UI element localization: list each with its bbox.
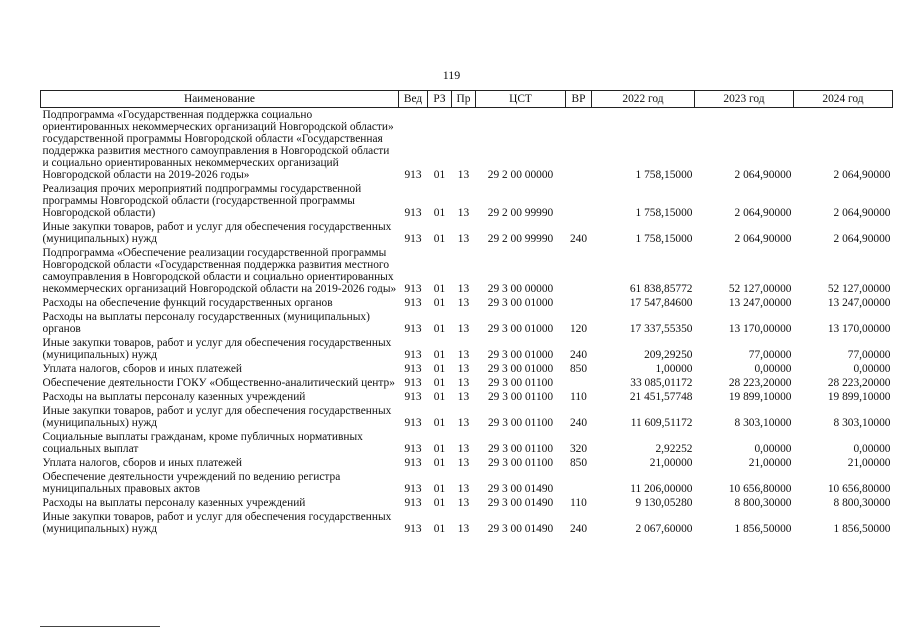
cell-ved: 913 bbox=[404, 483, 422, 495]
table-row bbox=[41, 430, 893, 456]
cell-cst: 29 2 00 99990 bbox=[487, 207, 554, 219]
cell-rz: 01 bbox=[433, 297, 446, 309]
cell-2023: 77,00000 bbox=[748, 349, 792, 361]
table-row bbox=[41, 108, 893, 183]
cell-2023: 19 899,10000 bbox=[728, 391, 792, 403]
table-body bbox=[41, 108, 893, 537]
table-row bbox=[41, 310, 893, 336]
cell-vr: 850 bbox=[569, 457, 588, 469]
cell-ved: 913 bbox=[404, 457, 422, 469]
column-header-2022: 2022 год bbox=[592, 91, 695, 108]
cell-name: Иные закупки товаров, работ и услуг для обеспечения государственных (муниципальных) нужд bbox=[42, 511, 392, 535]
cell-name: Иные закупки товаров, работ и услуг для обеспечения государственных (муниципальных) нужд bbox=[42, 405, 392, 429]
cell-pr: 13 bbox=[457, 497, 470, 509]
cell-ved: 913 bbox=[404, 523, 422, 535]
cell-rz: 01 bbox=[433, 523, 446, 535]
cell-2023: 8 303,10000 bbox=[734, 417, 792, 429]
table-row bbox=[41, 296, 893, 310]
cell-2024: 0,00000 bbox=[853, 363, 891, 375]
cell-name: Обеспечение деятельности ГОКУ «Общественно-аналитический центр» bbox=[42, 377, 395, 389]
cell-2022: 11 206,00000 bbox=[630, 483, 693, 495]
cell-pr: 13 bbox=[457, 349, 470, 361]
footnote-divider bbox=[40, 626, 160, 627]
cell-2024: 13 247,00000 bbox=[827, 297, 891, 309]
cell-cst: 29 3 00 00000 bbox=[487, 283, 554, 295]
cell-pr: 13 bbox=[457, 207, 470, 219]
cell-vr: 850 bbox=[569, 363, 588, 375]
cell-2024: 52 127,00000 bbox=[827, 283, 891, 295]
cell-name: Подпрограмма «Обеспечение реализации государственной программы Новгородской области «Государственная поддержка развития местного самоуправления в Новгородской области и социально ориентированных некоммерческих организаций Новгородской области на 2019-2026 годы» bbox=[42, 247, 397, 295]
cell-2024: 0,00000 bbox=[853, 443, 891, 455]
cell-ved: 913 bbox=[404, 391, 422, 403]
cell-name: Расходы на выплаты персоналу государственных (муниципальных) органов bbox=[42, 311, 370, 335]
cell-2022: 1 758,15000 bbox=[635, 233, 693, 245]
cell-rz: 01 bbox=[433, 443, 446, 455]
cell-2024: 10 656,80000 bbox=[827, 483, 891, 495]
cell-pr: 13 bbox=[457, 233, 470, 245]
cell-pr: 13 bbox=[457, 391, 470, 403]
cell-cst: 29 3 00 01000 bbox=[487, 363, 554, 375]
cell-vr: 110 bbox=[570, 497, 587, 509]
cell-ved: 913 bbox=[404, 377, 422, 389]
budget-table-container bbox=[40, 90, 892, 536]
cell-pr: 13 bbox=[457, 363, 470, 375]
cell-rz: 01 bbox=[433, 283, 446, 295]
table-row bbox=[41, 456, 893, 470]
cell-2023: 1 856,50000 bbox=[734, 523, 792, 535]
cell-pr: 13 bbox=[457, 377, 470, 389]
cell-name: Реализация прочих мероприятий подпрограммы государственной программы Новгородской области (государственной программы Новгородской области) bbox=[42, 183, 362, 219]
cell-vr: 120 bbox=[569, 323, 588, 335]
cell-vr bbox=[566, 182, 592, 220]
column-header-rz: РЗ bbox=[428, 91, 452, 108]
cell-2024: 8 303,10000 bbox=[833, 417, 891, 429]
cell-name: Социальные выплаты гражданам, кроме публичных нормативных социальных выплат bbox=[42, 431, 363, 455]
cell-2024: 1 856,50000 bbox=[833, 523, 891, 535]
cell-rz: 01 bbox=[433, 207, 446, 219]
cell-cst: 29 3 00 01490 bbox=[487, 523, 554, 535]
table-row bbox=[41, 404, 893, 430]
cell-rz: 01 bbox=[433, 169, 446, 181]
cell-2023: 13 247,00000 bbox=[728, 297, 792, 309]
cell-2023: 0,00000 bbox=[754, 443, 792, 455]
column-header-pr: Пр bbox=[452, 91, 476, 108]
cell-cst: 29 3 00 01100 bbox=[487, 457, 554, 469]
column-header-2024: 2024 год bbox=[794, 91, 893, 108]
cell-ved: 913 bbox=[404, 233, 422, 245]
cell-ved: 913 bbox=[404, 283, 422, 295]
cell-rz: 01 bbox=[433, 349, 446, 361]
cell-vr bbox=[566, 108, 592, 183]
cell-pr: 13 bbox=[457, 457, 470, 469]
cell-ved: 913 bbox=[404, 297, 422, 309]
budget-table bbox=[40, 90, 893, 536]
cell-2023: 10 656,80000 bbox=[728, 483, 792, 495]
cell-name: Уплата налогов, сборов и иных платежей bbox=[42, 363, 242, 375]
table-row bbox=[41, 182, 893, 220]
cell-2022: 17 337,55350 bbox=[629, 323, 693, 335]
cell-2022: 21,00000 bbox=[649, 457, 693, 469]
cell-2024: 2 064,90000 bbox=[833, 207, 891, 219]
cell-2022: 9 130,05280 bbox=[635, 497, 693, 509]
cell-2024: 13 170,00000 bbox=[827, 323, 891, 335]
table-header-row bbox=[41, 91, 893, 108]
cell-vr: 240 bbox=[569, 233, 588, 245]
cell-name: Расходы на выплаты персоналу казенных учреждений bbox=[42, 391, 306, 403]
cell-ved: 913 bbox=[404, 169, 422, 181]
table-row bbox=[41, 470, 893, 496]
cell-2022: 1 758,15000 bbox=[635, 169, 693, 181]
cell-ved: 913 bbox=[404, 363, 422, 375]
table-row bbox=[41, 376, 893, 390]
table-row bbox=[41, 336, 893, 362]
cell-rz: 01 bbox=[433, 483, 446, 495]
cell-pr: 13 bbox=[457, 323, 470, 335]
cell-ved: 913 bbox=[404, 323, 422, 335]
cell-ved: 913 bbox=[404, 497, 422, 509]
cell-rz: 01 bbox=[433, 377, 446, 389]
cell-2022: 1 758,15000 bbox=[635, 207, 693, 219]
cell-2023: 2 064,90000 bbox=[734, 169, 792, 181]
cell-pr: 13 bbox=[457, 483, 470, 495]
cell-2022: 17 547,84600 bbox=[629, 297, 693, 309]
cell-2024: 2 064,90000 bbox=[833, 233, 891, 245]
cell-rz: 01 bbox=[433, 391, 446, 403]
cell-2022: 1,00000 bbox=[655, 363, 693, 375]
cell-2023: 52 127,00000 bbox=[728, 283, 792, 295]
table-row bbox=[41, 246, 893, 296]
cell-rz: 01 bbox=[433, 497, 446, 509]
cell-pr: 13 bbox=[457, 169, 470, 181]
table-row bbox=[41, 220, 893, 246]
cell-vr: 110 bbox=[570, 391, 587, 403]
cell-vr bbox=[566, 296, 592, 310]
cell-cst: 29 3 00 01100 bbox=[487, 443, 554, 455]
cell-2023: 8 800,30000 bbox=[734, 497, 792, 509]
cell-2024: 77,00000 bbox=[847, 349, 891, 361]
column-header-ved: Вед bbox=[399, 91, 428, 108]
cell-2023: 2 064,90000 bbox=[734, 207, 792, 219]
cell-2024: 28 223,20000 bbox=[827, 377, 891, 389]
table-row bbox=[41, 362, 893, 376]
cell-name: Расходы на выплаты персоналу казенных учреждений bbox=[42, 497, 306, 509]
cell-vr: 240 bbox=[569, 349, 588, 361]
cell-name: Расходы на обеспечение функций государственных органов bbox=[42, 297, 333, 309]
cell-rz: 01 bbox=[433, 363, 446, 375]
cell-pr: 13 bbox=[457, 523, 470, 535]
cell-vr: 240 bbox=[569, 417, 588, 429]
cell-rz: 01 bbox=[433, 323, 446, 335]
cell-2022: 209,29250 bbox=[644, 349, 693, 361]
cell-vr bbox=[566, 376, 592, 390]
cell-cst: 29 3 00 01100 bbox=[487, 377, 554, 389]
cell-name: Подпрограмма «Государственная поддержка социально ориентированных некоммерческих организаций Новгородской области» государственной программы Новгородской области «Государственная поддержка развития местного самоуправления в Новгородской области и социально ориентированных некоммерческих организаций Новгородской области на 2019-2026 годы» bbox=[42, 109, 394, 181]
cell-vr bbox=[566, 246, 592, 296]
cell-2023: 28 223,20000 bbox=[728, 377, 792, 389]
cell-cst: 29 2 00 99990 bbox=[487, 233, 554, 245]
cell-pr: 13 bbox=[457, 297, 470, 309]
cell-2024: 19 899,10000 bbox=[827, 391, 891, 403]
cell-2023: 2 064,90000 bbox=[734, 233, 792, 245]
cell-vr bbox=[566, 470, 592, 496]
cell-pr: 13 bbox=[457, 283, 470, 295]
cell-cst: 29 3 00 01000 bbox=[487, 297, 554, 309]
cell-2024: 8 800,30000 bbox=[833, 497, 891, 509]
cell-2022: 2 067,60000 bbox=[635, 523, 693, 535]
cell-2024: 2 064,90000 bbox=[833, 169, 891, 181]
cell-name: Иные закупки товаров, работ и услуг для обеспечения государственных (муниципальных) нужд bbox=[42, 221, 392, 245]
cell-cst: 29 3 00 01490 bbox=[487, 497, 554, 509]
cell-2023: 0,00000 bbox=[754, 363, 792, 375]
cell-pr: 13 bbox=[457, 443, 470, 455]
cell-2022: 2,92252 bbox=[655, 443, 693, 455]
table-row bbox=[41, 510, 893, 536]
cell-cst: 29 3 00 01000 bbox=[487, 323, 554, 335]
cell-cst: 29 3 00 01100 bbox=[487, 417, 554, 429]
cell-vr: 320 bbox=[569, 443, 588, 455]
cell-name: Обеспечение деятельности учреждений по ведению регистра муниципальных правовых актов bbox=[42, 471, 341, 495]
cell-cst: 29 3 00 01490 bbox=[487, 483, 554, 495]
cell-2024: 21,00000 bbox=[847, 457, 891, 469]
column-header-name: Наименование bbox=[41, 91, 399, 108]
cell-cst: 29 3 00 01000 bbox=[487, 349, 554, 361]
cell-cst: 29 2 00 00000 bbox=[487, 169, 554, 181]
table-row bbox=[41, 496, 893, 510]
cell-cst: 29 3 00 01100 bbox=[487, 391, 554, 403]
table-row bbox=[41, 390, 893, 404]
cell-2023: 13 170,00000 bbox=[728, 323, 792, 335]
column-header-vr: ВР bbox=[566, 91, 592, 108]
cell-2023: 21,00000 bbox=[748, 457, 792, 469]
cell-2022: 61 838,85772 bbox=[629, 283, 693, 295]
cell-ved: 913 bbox=[404, 349, 422, 361]
cell-name: Уплата налогов, сборов и иных платежей bbox=[42, 457, 242, 469]
cell-ved: 913 bbox=[404, 443, 422, 455]
cell-name: Иные закупки товаров, работ и услуг для обеспечения государственных (муниципальных) нужд bbox=[42, 337, 392, 361]
cell-ved: 913 bbox=[404, 207, 422, 219]
page-number: 119 bbox=[442, 68, 461, 82]
cell-2022: 33 085,01172 bbox=[630, 377, 693, 389]
cell-2022: 11 609,51172 bbox=[630, 417, 693, 429]
cell-rz: 01 bbox=[433, 457, 446, 469]
cell-rz: 01 bbox=[433, 417, 446, 429]
cell-pr: 13 bbox=[457, 417, 470, 429]
cell-vr: 240 bbox=[569, 523, 588, 535]
cell-rz: 01 bbox=[433, 233, 446, 245]
column-header-cst: ЦСТ bbox=[476, 91, 566, 108]
cell-ved: 913 bbox=[404, 417, 422, 429]
cell-2022: 21 451,57748 bbox=[629, 391, 693, 403]
column-header-2023: 2023 год bbox=[695, 91, 794, 108]
